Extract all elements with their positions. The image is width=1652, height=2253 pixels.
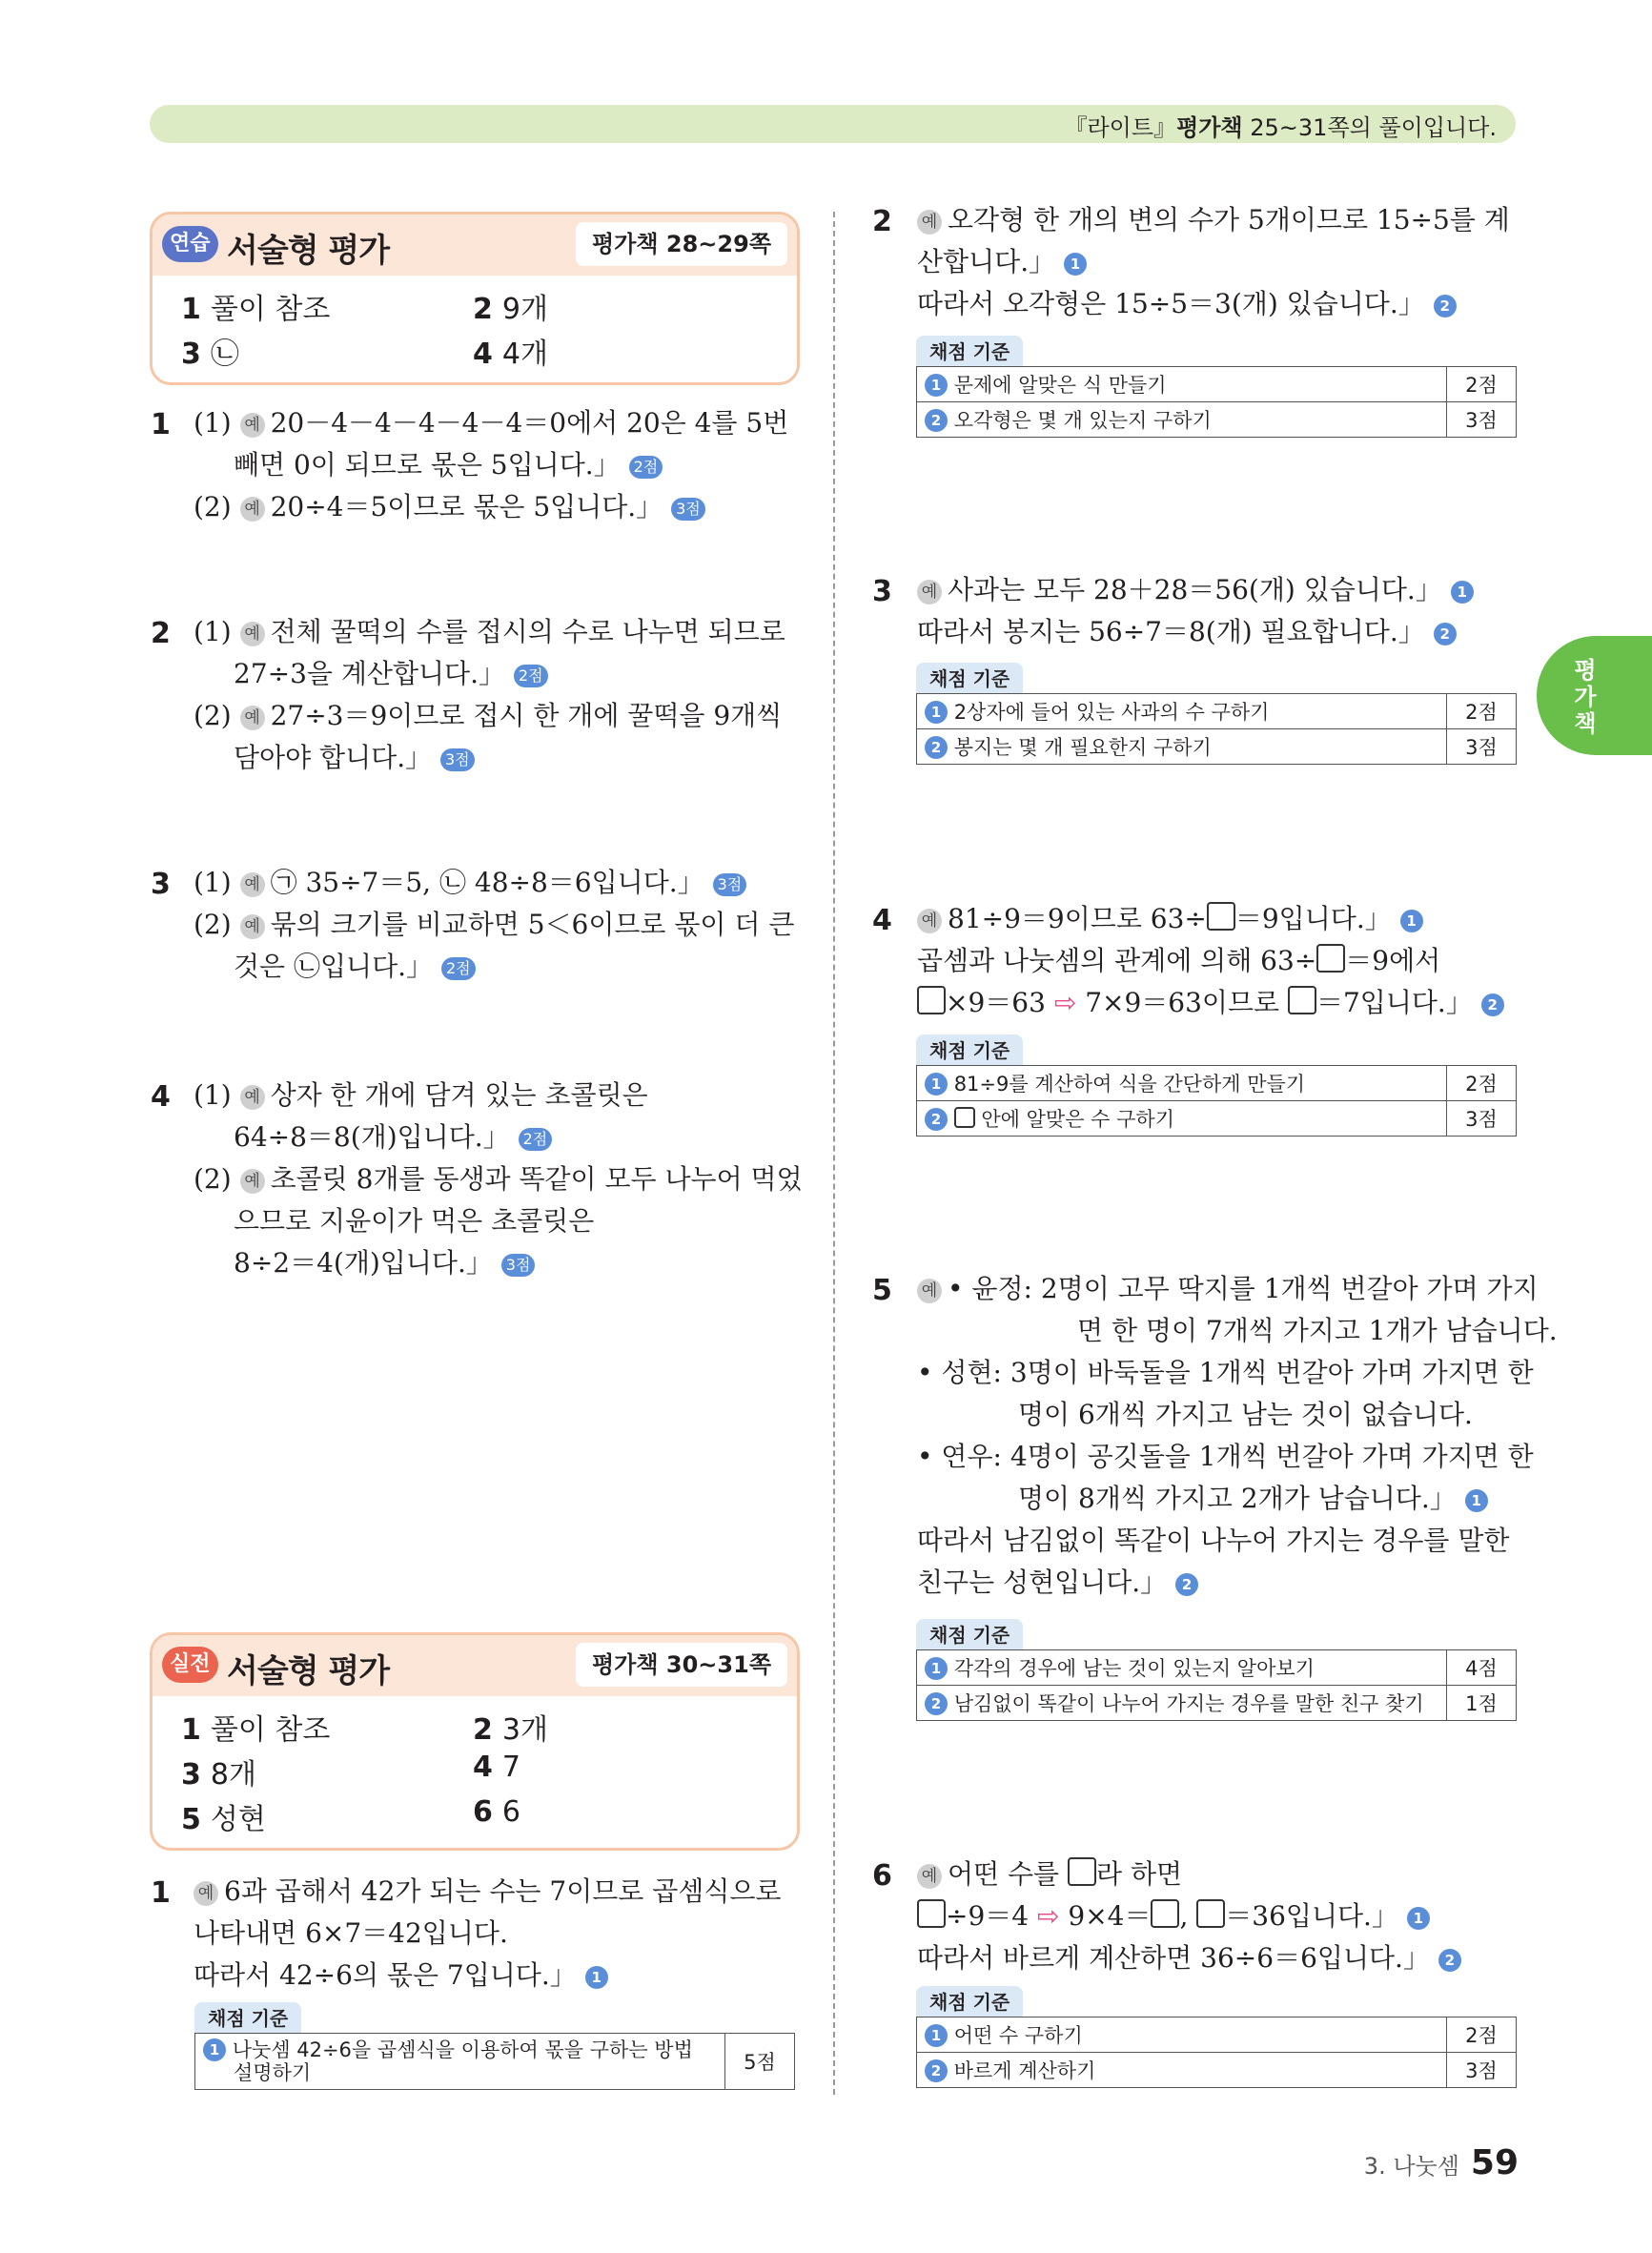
rubric-row: 2 바르게 계산하기 3점: [917, 2053, 1517, 2088]
header-book: 『라이트』: [1064, 114, 1177, 141]
answer-item: 1 풀이 참조: [181, 1713, 331, 1747]
practice-badge: 연습: [162, 226, 218, 262]
practice-title: 서술형 평가: [227, 232, 390, 270]
example-icon: 예: [240, 1085, 265, 1110]
real-badge: 실전: [162, 1647, 218, 1683]
practice-answers: [153, 276, 797, 382]
answer-row: [153, 1704, 797, 1749]
real-answers: [153, 1696, 797, 1848]
right-problem-2-solution: 예 오각형 한 개의 변의 수가 5개이므로 15÷5를 계 산합니다.」 1 따라서 오각형은 15÷5＝3(개) 있습니다.」 2: [917, 204, 1510, 319]
header-bar: [150, 105, 1516, 143]
side-tab-label: 평가책: [1574, 657, 1597, 737]
right-problem-5-solution: 예 • 윤정: 2명이 고무 딱지를 1개씩 번갈아 가며 가지 면 한 명이 7개씩 가지고 1개가 남습니다. • 성현: 3명이 바둑돌을 1개씩 번갈아 가며 가지면 한 명이 6개씩 가지고 남는 것이 없습니다. • 연우: 4명이 공깃돌을 1개씩 번갈아 가며 가지면 한 명이 8개씩 가지고 2개가 남습니다.」 1 따라서 남김없이 똑같이 나누어 가지는 경우를 말한 친구는 성현입니다.」 2: [917, 1273, 1558, 1598]
answer-item: 1 풀이 참조: [181, 293, 331, 326]
rubric-row: 1 문제에 알맞은 식 만들기 2점: [917, 367, 1517, 402]
header-suffix: 평가책: [1176, 114, 1243, 141]
rubric-tag: 채점 기준: [916, 336, 1023, 366]
blank-box: [1151, 1899, 1179, 1928]
example-icon: 예: [917, 909, 942, 933]
points-badge: 2점: [629, 456, 663, 479]
arrow-icon: ⇨: [1053, 987, 1077, 1018]
page-footer: [1364, 2143, 1519, 2182]
answer-item: 3 8개: [181, 1758, 256, 1792]
real-problem-1-solution: 예 6과 곱해서 42가 되는 수는 7이므로 곱셈식으로 나타내면 6×7＝42입니다. 따라서 42÷6의 몫은 7입니다.」 1: [194, 1875, 782, 1991]
answer-item: 5 성현: [181, 1803, 266, 1836]
arrow-icon: ⇨: [1037, 1900, 1060, 1932]
right-problem-3-solution: 예 사과는 모두 28＋28＝56(개) 있습니다.」 1 따라서 봉지는 56÷7＝8(개) 필요합니다.」 2: [917, 569, 1474, 653]
example-icon: 예: [917, 1279, 942, 1303]
rubric: [916, 336, 1517, 438]
blank-box: [917, 1899, 946, 1928]
example-icon: 예: [240, 706, 265, 730]
answer-item: 4 4개: [473, 338, 548, 371]
answer-item: 3 ㉡: [181, 338, 239, 371]
rubric-tag: 채점 기준: [916, 1986, 1023, 2017]
rubric-row: 1 각각의 경우에 남는 것이 있는지 알아보기 4점: [917, 1650, 1517, 1686]
rubric-table: [916, 1649, 1517, 1721]
right-problem-4-solution: 예 81÷9＝9이므로 63÷ ＝9입니다.」 1 곱셈과 나눗셈의 관계에 의해 63÷ ＝9에서 ×9＝63 ⇨ 7×9＝63이므로 ＝7입니다.」 2: [917, 898, 1504, 1024]
answer-item: 6 6: [473, 1795, 520, 1829]
answer-item: 2 3개: [473, 1713, 548, 1747]
side-tab[interactable]: [1537, 636, 1652, 755]
rubric: [916, 1986, 1517, 2088]
rubric-table: [916, 693, 1517, 765]
rubric-row: 2 남김없이 똑같이 나누어 가지는 경우를 말한 친구 찾기 1점: [917, 1686, 1517, 1721]
answer-row: [153, 1749, 797, 1793]
problem-number: 2: [151, 617, 171, 650]
points-badge: 3점: [671, 498, 705, 521]
rubric-row: 1 어떤 수 구하기 2점: [917, 2017, 1517, 2053]
problem-number: 1: [151, 1876, 171, 1910]
points-badge: 2점: [441, 957, 476, 980]
example-icon: 예: [194, 1881, 218, 1906]
problem-number: 3: [872, 575, 892, 608]
problem-1-solution: (1) 예 20－4－4－4－4－4＝0에서 20은 4를 5번 빼면 0이 되므로 몫은 5입니다.」 2점 (2) 예 20÷4＝5이므로 몫은 5입니다.」 3점: [194, 407, 789, 522]
real-title: 서술형 평가: [227, 1652, 390, 1690]
example-icon: 예: [240, 413, 265, 438]
page-number: 59: [1470, 2143, 1519, 2182]
rubric-row: 2 오각형은 몇 개 있는지 구하기 3점: [917, 402, 1517, 438]
blank-box: [1288, 986, 1316, 1014]
points-badge: 2점: [519, 1128, 553, 1151]
points-badge: 3점: [713, 873, 747, 896]
answer-row: [153, 283, 797, 328]
rubric-tag: 채점 기준: [916, 1619, 1023, 1649]
rubric: [194, 2002, 795, 2090]
rubric-table: [916, 1065, 1517, 1137]
answer-item: 2 9개: [473, 293, 548, 326]
rubric-tag: 채점 기준: [916, 663, 1023, 693]
problem-4-solution: (1) 예 상자 한 개에 담겨 있는 초콜릿은 64÷8＝8(개)입니다.」 2점 (2) 예 초콜릿 8개를 동생과 똑같이 모두 나누어 먹었 으므로 지윤이가 먹은 초콜릿은 8÷2＝4(개)입니다.」 3점: [194, 1079, 803, 1279]
rubric-row: 2 안에 알맞은 수 구하기 3점: [917, 1101, 1517, 1137]
blank-box: [917, 986, 946, 1014]
header-range: 25~31쪽의 풀이입니다.: [1250, 114, 1497, 141]
blank-box: [1316, 944, 1345, 973]
answer-row: [153, 328, 797, 373]
rubric-table: [916, 366, 1517, 438]
real-ref: 평가책 30~31쪽: [576, 1643, 787, 1687]
practice-summary-box: [150, 212, 800, 385]
example-icon: 예: [240, 497, 265, 522]
points-badge: 3점: [440, 748, 475, 771]
blank-box: [1068, 1857, 1096, 1886]
problem-number: 6: [872, 1859, 892, 1893]
answer-row: [153, 1793, 797, 1838]
problem-number: 3: [151, 868, 171, 901]
problem-number: 4: [151, 1080, 171, 1114]
rubric-row: 2 봉지는 몇 개 필요한지 구하기 3점: [917, 729, 1517, 765]
rubric-table: [916, 2017, 1517, 2088]
example-icon: 예: [917, 580, 942, 604]
right-problem-6-solution: 예 어떤 수를 라 하면 ÷9＝4 ⇨ 9×4＝ , ＝36입니다.」 1 따라서 바르게 계산하면 36÷6＝6입니다.」 2: [917, 1854, 1461, 1979]
rubric-row: 1 81÷9를 계산하여 식을 간단하게 만들기 2점: [917, 1066, 1517, 1101]
answer-item: 4 7: [473, 1751, 520, 1784]
column-divider: [833, 212, 835, 2095]
problem-number: 5: [872, 1274, 892, 1307]
practice-ref: 평가책 28~29쪽: [576, 222, 787, 266]
blank-box: [1196, 1899, 1225, 1928]
rubric-tag: 채점 기준: [916, 1034, 1023, 1065]
rubric: [916, 1034, 1517, 1137]
problem-2-solution: (1) 예 전체 꿀떡의 수를 접시의 수로 나누면 되므로 27÷3을 계산합니다.」 2점 (2) 예 27÷3＝9이므로 접시 한 개에 꿀떡을 9개씩 담아야 합니다.」 3점: [194, 616, 785, 773]
example-icon: 예: [917, 210, 942, 235]
real-summary-box: [150, 1632, 800, 1851]
points-badge: 3점: [501, 1254, 536, 1277]
rubric: [916, 663, 1517, 765]
points-badge: 2점: [514, 665, 548, 687]
blank-box: [1207, 902, 1235, 931]
practice-summary-header: [153, 215, 797, 276]
problem-number: 2: [872, 205, 892, 238]
rubric-row: 1 2상자에 들어 있는 사과의 수 구하기 2점: [917, 694, 1517, 729]
header-text: [1065, 109, 1498, 142]
example-icon: 예: [240, 914, 265, 939]
chapter-label: 3. 나눗셈: [1363, 2153, 1459, 2180]
real-summary-header: [153, 1635, 797, 1696]
rubric-row: 1 나눗셈 42÷6을 곱셈식을 이용하여 몫을 구하는 방법 설명하기 5점: [195, 2034, 795, 2090]
example-icon: 예: [240, 622, 265, 646]
rubric-tag: 채점 기준: [194, 2002, 301, 2033]
problem-number: 1: [151, 408, 171, 441]
example-icon: 예: [240, 1169, 265, 1194]
example-icon: 예: [240, 872, 265, 897]
rubric: [916, 1619, 1517, 1721]
problem-3-solution: (1) 예 ㉠ 35÷7＝5, ㉡ 48÷8＝6입니다.」 3점 (2) 예 묶의 크기를 비교하면 5＜6이므로 몫이 더 큰 것은 ㉡입니다.」 2점: [194, 867, 795, 982]
blank-box: [954, 1107, 975, 1128]
example-icon: 예: [917, 1864, 942, 1889]
problem-number: 4: [872, 904, 892, 937]
rubric-table: [194, 2033, 795, 2090]
step-marker: 1: [585, 1966, 608, 1989]
